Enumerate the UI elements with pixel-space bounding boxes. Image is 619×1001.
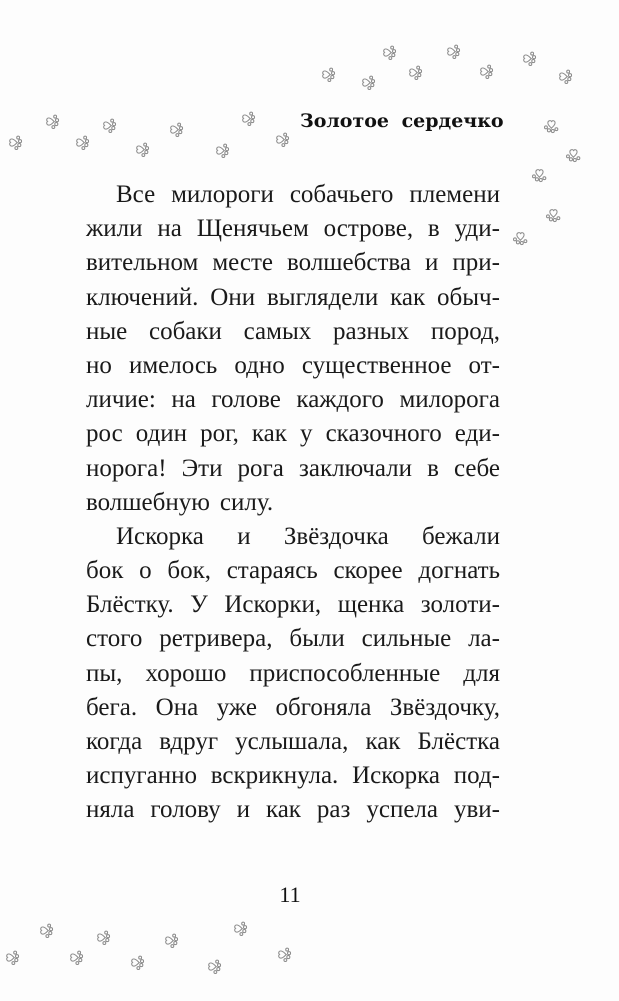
word: стого bbox=[86, 625, 143, 653]
word: сильные bbox=[361, 625, 452, 653]
paw-print-icon bbox=[556, 68, 574, 86]
word: как bbox=[390, 283, 426, 311]
text-line bbox=[86, 349, 500, 383]
paw-print-icon bbox=[128, 954, 146, 972]
paw-print-icon bbox=[564, 146, 582, 164]
paw-print-icon bbox=[511, 229, 529, 247]
paw-print-icon bbox=[67, 949, 85, 967]
word: У bbox=[190, 591, 208, 619]
word: бега. bbox=[86, 693, 138, 721]
paw-print-icon bbox=[319, 66, 337, 84]
word: волшебства bbox=[287, 249, 411, 277]
word: племени bbox=[409, 181, 500, 208]
text-line bbox=[86, 588, 500, 622]
paw-print-icon bbox=[444, 43, 462, 61]
text-line bbox=[86, 554, 500, 588]
word: обыч- bbox=[437, 283, 500, 311]
word: под- bbox=[453, 762, 500, 790]
word: испуганно bbox=[86, 762, 197, 790]
word: силу. bbox=[219, 488, 274, 516]
word: о bbox=[139, 557, 152, 585]
word: милороги bbox=[171, 181, 274, 208]
word: успела bbox=[366, 796, 438, 824]
word: как bbox=[265, 796, 301, 824]
word: вительном bbox=[86, 249, 199, 277]
paragraph-1 bbox=[86, 178, 500, 520]
word: волшебную bbox=[86, 488, 210, 516]
paw-print-icon bbox=[406, 64, 424, 82]
word: Все bbox=[116, 181, 156, 208]
word: самых bbox=[243, 317, 312, 345]
text-line bbox=[86, 520, 500, 554]
text-line bbox=[86, 691, 500, 725]
running-title: Золотое сердечко bbox=[300, 110, 504, 132]
word: имелось bbox=[128, 351, 218, 379]
word: уди- bbox=[454, 215, 500, 243]
word: рога bbox=[237, 454, 284, 482]
word: на bbox=[157, 215, 182, 243]
paw-print-icon bbox=[273, 131, 291, 149]
word: острове, bbox=[323, 215, 414, 243]
text-line bbox=[86, 486, 500, 520]
word: бок bbox=[86, 557, 124, 585]
word: Блёстку. bbox=[86, 591, 174, 619]
word: одно bbox=[234, 351, 285, 379]
word: и bbox=[237, 522, 251, 550]
word: существенное bbox=[301, 351, 452, 379]
body-text bbox=[86, 178, 500, 828]
word: Звёздочка bbox=[283, 522, 389, 550]
word: ла- bbox=[468, 625, 500, 653]
word: рог, bbox=[200, 420, 239, 448]
word: пы, bbox=[86, 659, 123, 687]
text-line bbox=[86, 793, 500, 827]
paw-print-icon bbox=[275, 946, 293, 964]
paw-print-icon bbox=[380, 44, 398, 62]
word: Звёздочку, bbox=[389, 693, 500, 721]
word: для bbox=[463, 659, 500, 687]
word: как bbox=[365, 728, 401, 755]
word: на bbox=[171, 386, 196, 414]
word: золоти- bbox=[420, 591, 500, 619]
paw-print-icon bbox=[530, 166, 548, 184]
paw-print-icon bbox=[231, 920, 249, 938]
text-line bbox=[86, 759, 500, 793]
word: уви- bbox=[453, 796, 500, 824]
text-line bbox=[86, 452, 500, 486]
word: бок, bbox=[167, 557, 211, 585]
word: Блёстка bbox=[417, 728, 500, 755]
word: ретривера, bbox=[159, 625, 273, 653]
word: уже bbox=[216, 693, 257, 721]
word: хорошо bbox=[145, 659, 227, 687]
paw-print-icon bbox=[542, 117, 560, 135]
word: голову bbox=[150, 796, 221, 824]
paw-print-icon bbox=[94, 929, 112, 947]
word: выглядели bbox=[267, 283, 379, 311]
text-line bbox=[86, 246, 500, 280]
paw-print-icon bbox=[73, 134, 91, 152]
word: Эти bbox=[181, 454, 223, 482]
word: и bbox=[424, 249, 439, 277]
text-line bbox=[86, 417, 500, 451]
word: были bbox=[289, 625, 345, 653]
word: бежали bbox=[422, 522, 500, 550]
word: норога! bbox=[86, 454, 167, 482]
word: от- bbox=[468, 351, 500, 379]
text-line bbox=[86, 657, 500, 691]
text-line bbox=[86, 281, 500, 315]
word: каждого bbox=[296, 386, 384, 414]
word: себе bbox=[454, 454, 500, 482]
word: в bbox=[427, 454, 439, 482]
word: раз bbox=[316, 796, 351, 824]
paw-print-icon bbox=[167, 121, 185, 139]
word: вскрикнула. bbox=[210, 762, 339, 790]
paw-print-icon bbox=[162, 932, 180, 950]
paw-print-icon bbox=[544, 206, 562, 224]
word: Они bbox=[210, 283, 256, 311]
paw-print-icon bbox=[213, 142, 231, 160]
word: ные bbox=[86, 317, 128, 345]
word: пород, bbox=[430, 317, 500, 345]
word: голове bbox=[211, 386, 281, 414]
word: Искорки, bbox=[224, 591, 322, 619]
paw-print-icon bbox=[239, 110, 257, 128]
word: рос bbox=[86, 420, 123, 448]
paw-print-icon bbox=[43, 113, 61, 131]
word: сказочного bbox=[325, 420, 442, 448]
paw-print-icon bbox=[3, 949, 21, 967]
word: скорее bbox=[333, 557, 403, 585]
text-line bbox=[86, 315, 500, 349]
word: месте bbox=[212, 249, 273, 277]
paw-print-icon bbox=[6, 134, 24, 152]
word: Она bbox=[155, 693, 199, 721]
paw-print-icon bbox=[205, 958, 223, 976]
word: у bbox=[300, 420, 313, 448]
word: еди- bbox=[454, 420, 500, 448]
word: собачьего bbox=[289, 181, 394, 208]
word: собаки bbox=[148, 317, 222, 345]
paw-print-icon bbox=[100, 117, 118, 135]
word: Щенячьем bbox=[196, 215, 309, 243]
text-line bbox=[86, 725, 500, 759]
paragraph-2 bbox=[86, 520, 500, 828]
word: догнать bbox=[418, 557, 500, 585]
word: обгоняла bbox=[275, 693, 372, 721]
word: Искорка bbox=[352, 762, 440, 790]
paw-print-icon bbox=[359, 74, 377, 92]
paw-print-icon bbox=[133, 141, 151, 159]
paw-print-icon bbox=[37, 922, 55, 940]
word: но bbox=[86, 351, 112, 379]
word: вдруг bbox=[159, 728, 219, 755]
word: заключали bbox=[298, 454, 413, 482]
word: личие: bbox=[86, 386, 156, 414]
word: и bbox=[236, 796, 250, 824]
word: в bbox=[427, 215, 440, 243]
word: как bbox=[251, 420, 287, 448]
word: няла bbox=[86, 796, 135, 824]
word: когда bbox=[86, 728, 143, 755]
text-line bbox=[86, 212, 500, 246]
text-line bbox=[86, 622, 500, 656]
page-number: 11 bbox=[279, 882, 301, 907]
word: милорога bbox=[399, 386, 500, 414]
word: приспособленные bbox=[249, 659, 441, 687]
word: при- bbox=[452, 249, 500, 277]
word: Искорка bbox=[116, 522, 204, 550]
word: один bbox=[135, 420, 188, 448]
text-line bbox=[86, 178, 500, 212]
word: стараясь bbox=[226, 557, 318, 585]
word: разных bbox=[332, 317, 410, 345]
word: жили bbox=[86, 215, 143, 243]
paw-print-icon bbox=[477, 63, 495, 81]
word: ключений. bbox=[86, 283, 199, 311]
word: щенка bbox=[337, 591, 405, 619]
paw-print-icon bbox=[520, 50, 538, 68]
text-line bbox=[86, 383, 500, 417]
word: услышала, bbox=[235, 728, 349, 755]
